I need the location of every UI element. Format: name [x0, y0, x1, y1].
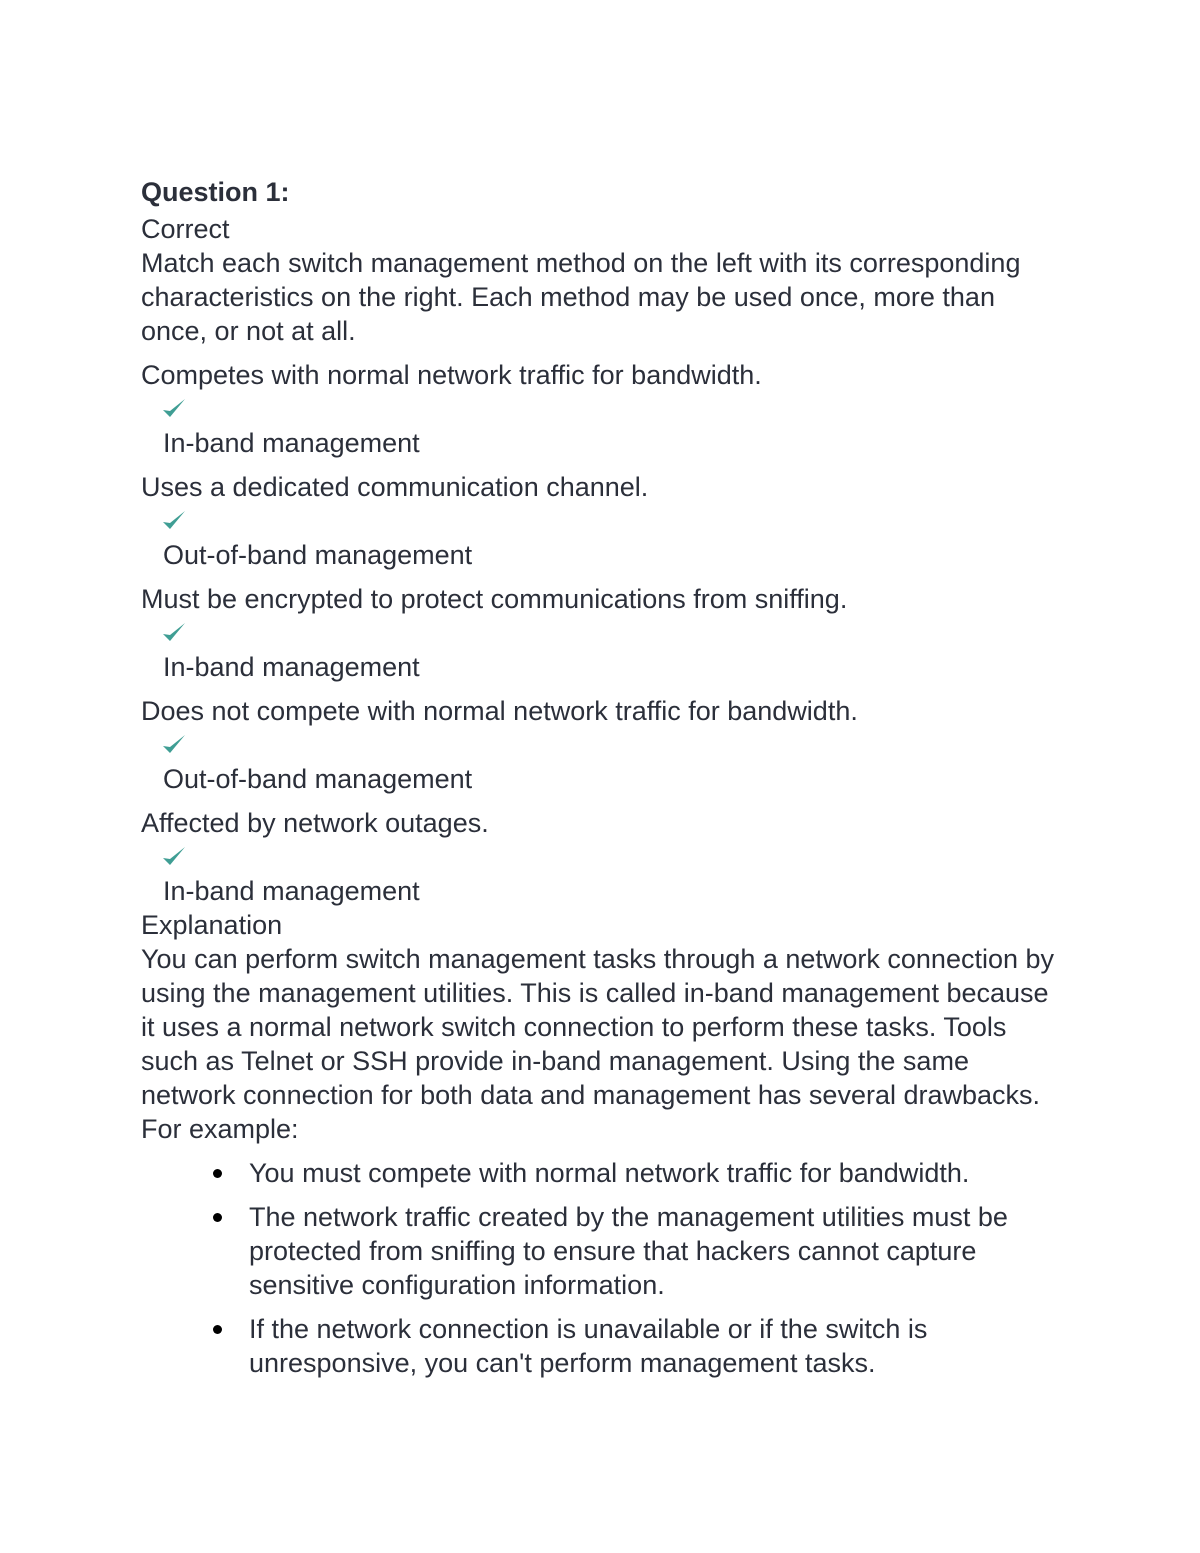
answer-text: In-band management [163, 428, 420, 458]
question-prompt: Match each switch management method on the left with its corresponding characteristics on the right. Each method may be used once, more than once, or not at all. [141, 248, 1021, 346]
bullet-dot-icon [213, 1169, 222, 1178]
explanation-body: You can perform switch management tasks through a network connection by using the management utilities. This is called in-band management because it uses a normal network switch connection to perform these tasks. Tools such as Telnet or SSH provide in-band management. Using the same network connection for both data and management has several drawbacks. For example: [141, 944, 1055, 1144]
characteristic-text: Uses a dedicated communication channel. [141, 472, 649, 502]
answer-text: Out-of-band management [163, 764, 473, 794]
answer-text: Out-of-band management [163, 540, 473, 570]
check-icon [161, 504, 1061, 538]
bullet-item [213, 1156, 1061, 1190]
bullet-item [213, 1200, 1061, 1302]
bullet-text: If the network connection is unavailable or if the switch is unresponsive, you can't perform management tasks. [249, 1314, 928, 1378]
characteristic-text: Competes with normal network traffic for bandwidth. [141, 360, 762, 390]
bullet-dot-icon [213, 1325, 222, 1334]
bullet-item [213, 1312, 1061, 1380]
check-icon [161, 616, 1061, 650]
question-title: Question 1: [141, 177, 290, 207]
match-item [141, 358, 1061, 460]
match-item [141, 806, 1061, 908]
document-page [141, 172, 1061, 1390]
match-item [141, 694, 1061, 796]
check-icon [161, 840, 1061, 874]
explanation-bullet-list [141, 1156, 1061, 1380]
characteristic-text: Must be encrypted to protect communications from sniffing. [141, 584, 848, 614]
explanation-heading: Explanation [141, 910, 283, 940]
check-icon [161, 392, 1061, 426]
bullet-text: The network traffic created by the management utilities must be protected from sniffing to ensure that hackers cannot capture sensitive configuration information. [249, 1202, 1008, 1300]
match-item [141, 470, 1061, 572]
characteristic-text: Does not compete with normal network traffic for bandwidth. [141, 696, 858, 726]
question-status: Correct [141, 214, 230, 244]
bullet-dot-icon [213, 1213, 222, 1222]
match-item [141, 582, 1061, 684]
bullet-text: You must compete with normal network traffic for bandwidth. [249, 1158, 970, 1188]
characteristic-text: Affected by network outages. [141, 808, 489, 838]
answer-text: In-band management [163, 652, 420, 682]
check-icon [161, 728, 1061, 762]
answer-text: In-band management [163, 876, 420, 906]
